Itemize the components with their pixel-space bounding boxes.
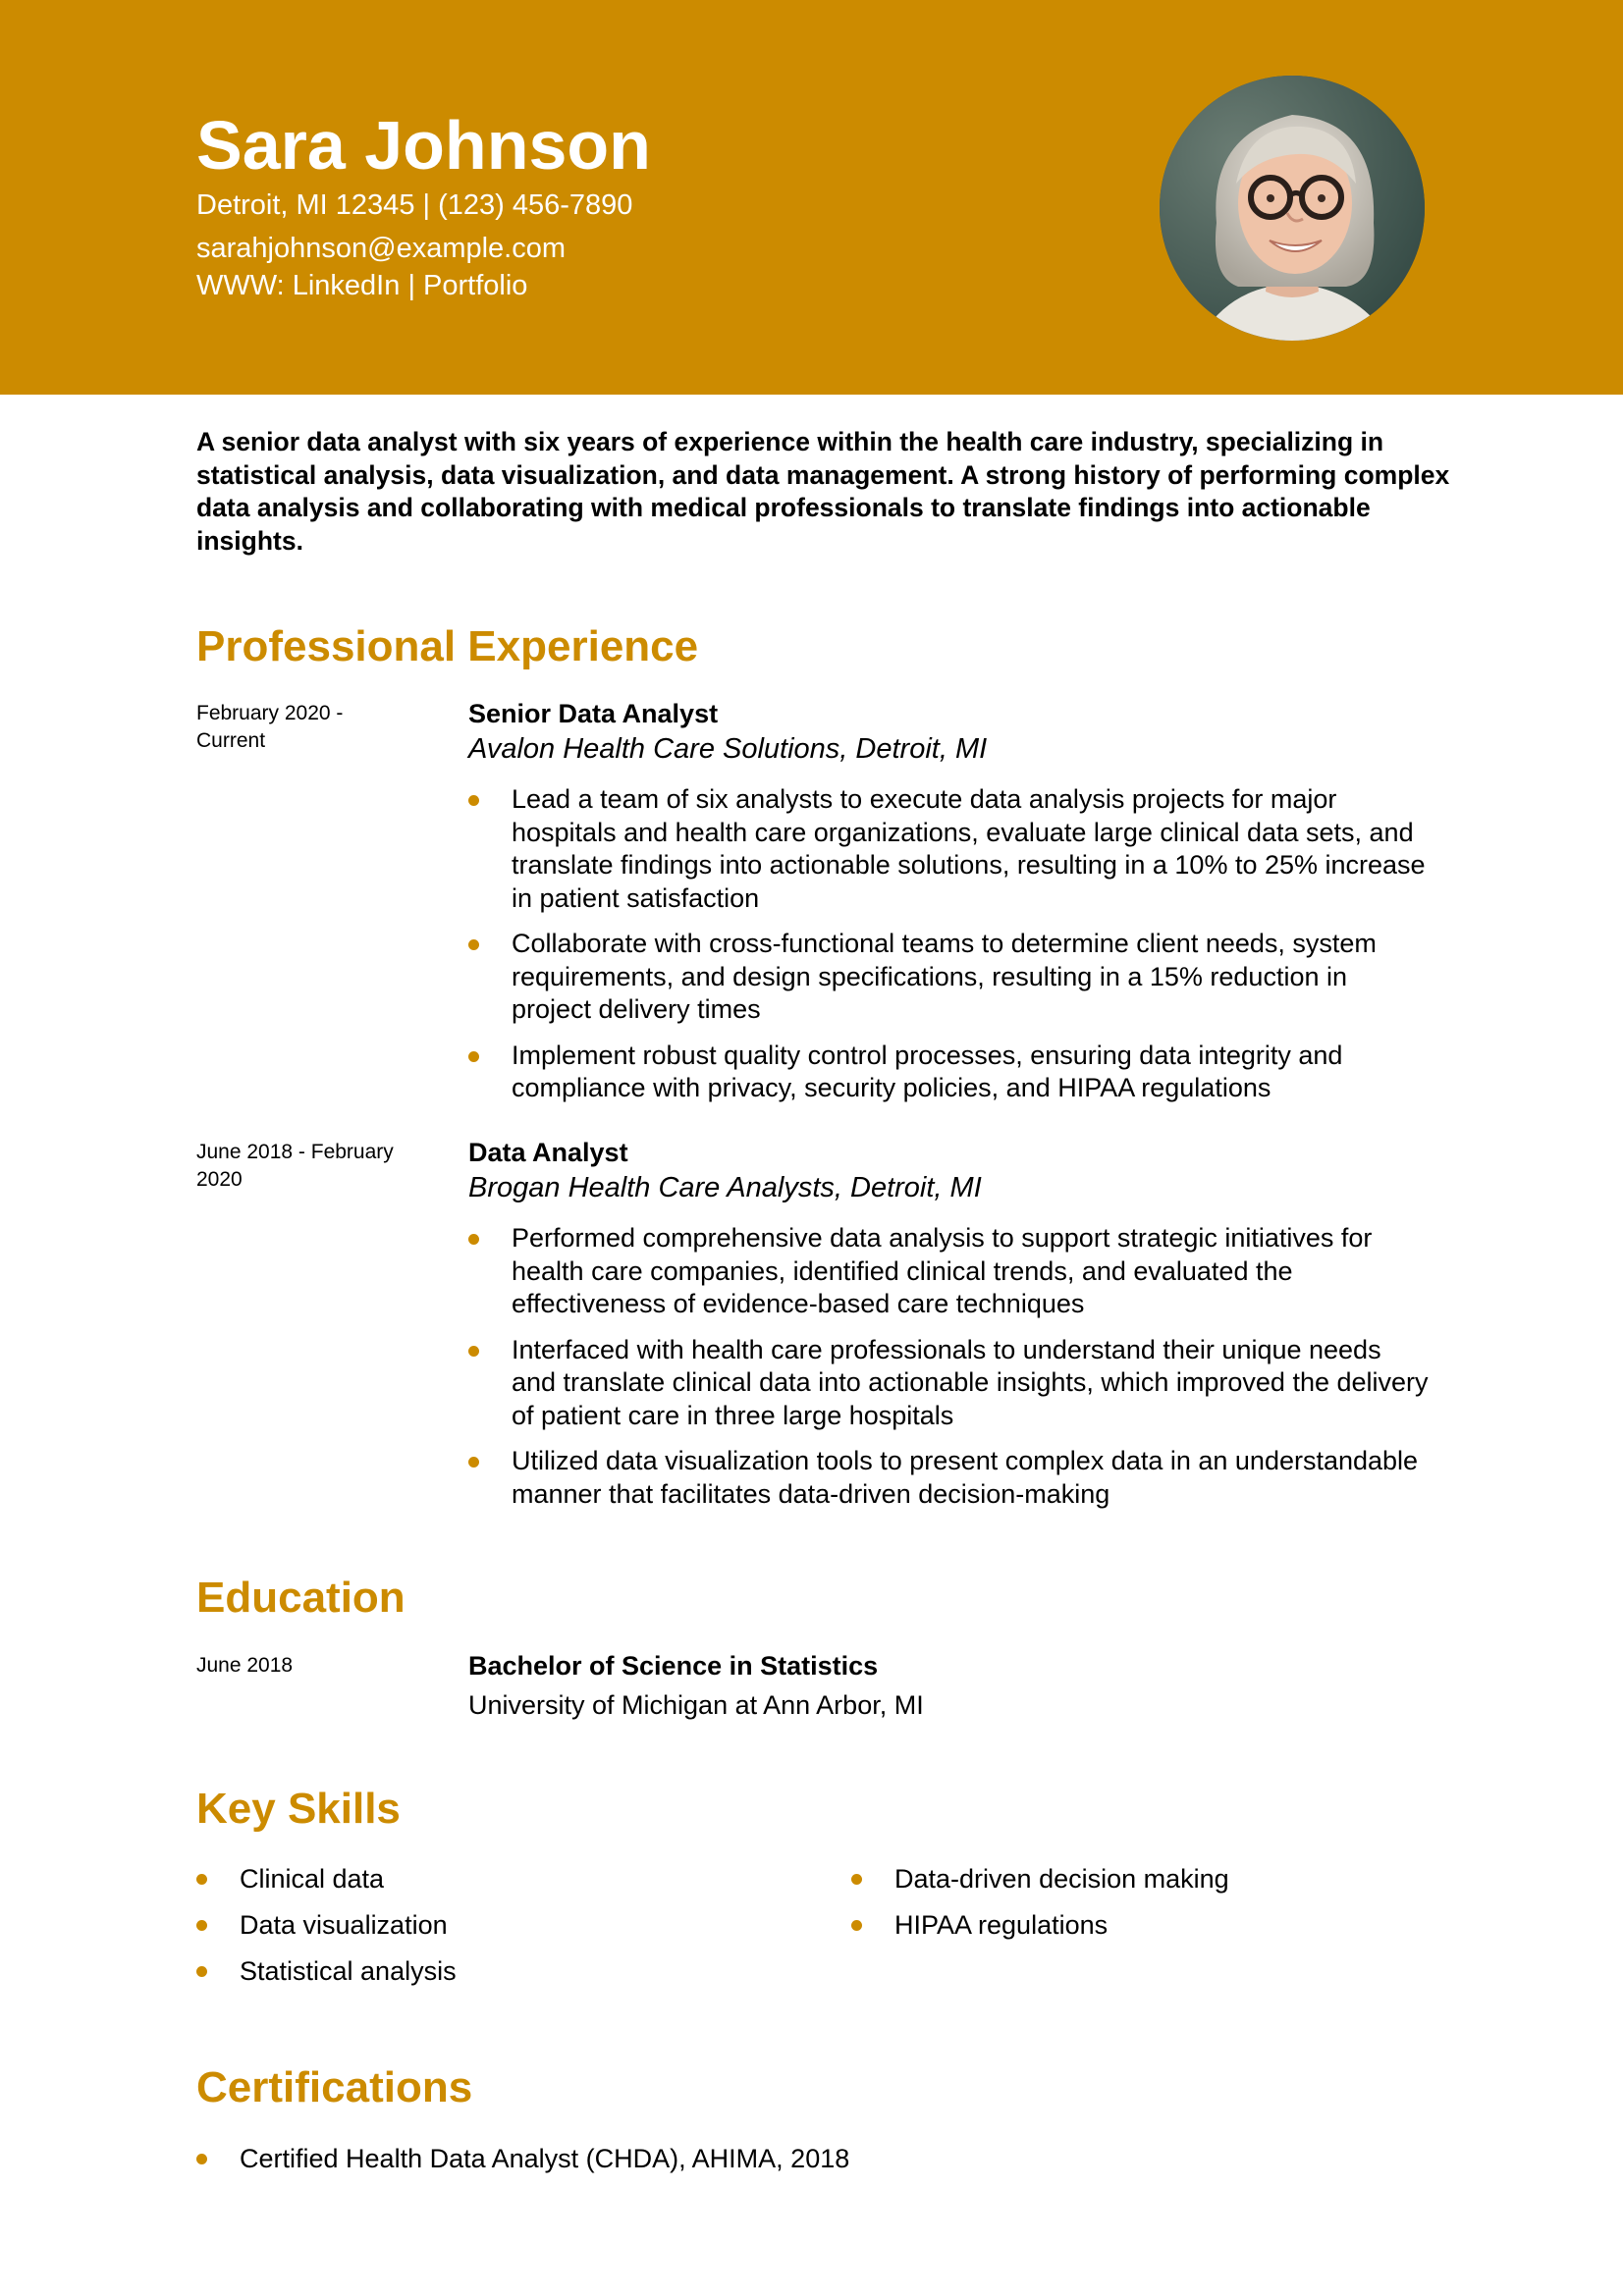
email-link[interactable]: sarahjohnson@example.com: [196, 233, 567, 264]
certifications-list: [196, 2142, 849, 2188]
bullet-dot-icon: [851, 1920, 862, 1931]
list-item: [468, 1445, 1431, 1511]
profile-summary: A senior data analyst with six years of experience within the health care industry, specializing in statistical analysis, data visualization, and data management. A strong history of performing complex data analysis and collaborating with medical professionals to translate findings into actionable insights.: [196, 427, 1450, 556]
job-date-start: June 2018 - February: [196, 1141, 394, 1163]
bullet-dot-icon: [196, 1920, 207, 1931]
linkedin-link[interactable]: LinkedIn: [292, 270, 401, 301]
job-date: [196, 700, 432, 755]
bullet-dot-icon: [196, 1874, 207, 1885]
bullet-dot-icon: [196, 1966, 207, 1977]
bullet-dot-icon: [851, 1874, 862, 1885]
skill-text: HIPAA regulations: [894, 1910, 1109, 1940]
web-prefix: WWW:: [196, 270, 285, 301]
job-date-end: 2020: [196, 1168, 243, 1191]
skills-list-left: [196, 1862, 457, 2001]
skill-text: Data-driven decision making: [894, 1864, 1229, 1894]
list-item: [468, 1334, 1431, 1433]
portrait-photo-icon: [1160, 76, 1425, 341]
bullet-dot-icon: [468, 1457, 479, 1468]
bullet-dot-icon: [196, 2154, 207, 2164]
job-date-start: February 2020 -: [196, 702, 344, 724]
job-role: Senior Data Analyst: [468, 699, 719, 728]
job-bullets: [468, 783, 1431, 1118]
list-item: [196, 1954, 457, 1988]
list-item: [851, 1908, 1229, 1942]
location-phone: Detroit, MI 12345 | (123) 456-7890: [196, 189, 633, 221]
bullet-dot-icon: [468, 795, 479, 806]
list-item: [468, 783, 1431, 915]
bullet-text: Interfaced with health care professionals to understand their unique needs and translate clinical data into actionable insights, which improved the delivery of patient care in three large hospitals: [512, 1334, 1429, 1430]
header-banner: [0, 0, 1623, 395]
section-title-certifications: Certifications: [196, 2063, 473, 2111]
bullet-text: Lead a team of six analysts to execute data analysis projects for major hospitals and health care organizations, evaluate large clinical data sets, and translate findings into actionable solutions, resulting in a 10% to 25% increase in patient satisfaction: [512, 784, 1426, 913]
list-item: [196, 1862, 457, 1896]
link-separator: |: [407, 270, 415, 301]
education-degree: Bachelor of Science in Statistics: [468, 1651, 879, 1681]
skill-text: Data visualization: [240, 1910, 448, 1940]
job-date: [196, 1139, 432, 1194]
portfolio-link[interactable]: Portfolio: [423, 270, 528, 301]
section-title-skills: Key Skills: [196, 1785, 401, 1833]
list-item: [196, 2142, 849, 2175]
job-date-end: Current: [196, 729, 266, 752]
education-date: June 2018: [196, 1654, 294, 1677]
bullet-text: Performed comprehensive data analysis to support strategic initiatives for health care companies, identified clinical trends, and evaluated the effectiveness of evidence-based care techniques: [512, 1223, 1373, 1318]
skills-list-right: [851, 1862, 1229, 1954]
job-company: Brogan Health Care Analysts, Detroit, MI: [468, 1172, 982, 1203]
bullet-dot-icon: [468, 939, 479, 950]
portrait-photo: [1160, 76, 1425, 341]
list-item: [851, 1862, 1229, 1896]
education-school: University of Michigan at Ann Arbor, MI: [468, 1690, 924, 1720]
certification-text: Certified Health Data Analyst (CHDA), AHIMA, 2018: [240, 2144, 850, 2173]
bullet-dot-icon: [468, 1234, 479, 1245]
job-bullets: [468, 1222, 1431, 1523]
bullet-dot-icon: [468, 1051, 479, 1062]
web-links: [196, 268, 527, 303]
bullet-text: Collaborate with cross-functional teams to determine client needs, system requirements, and design specifications, resulting in a 15% reduction in project delivery times: [512, 929, 1377, 1024]
list-item: [468, 1222, 1431, 1321]
section-title-experience: Professional Experience: [196, 622, 699, 670]
job-company: Avalon Health Care Solutions, Detroit, MI: [468, 733, 988, 765]
job-role: Data Analyst: [468, 1138, 628, 1167]
skill-text: Statistical analysis: [240, 1956, 457, 1986]
bullet-text: Utilized data visualization tools to present complex data in an understandable manner that facilitates data-driven decision-making: [512, 1446, 1419, 1509]
bullet-text: Implement robust quality control processes, ensuring data integrity and compliance with privacy, security policies, and HIPAA regulations: [512, 1040, 1343, 1102]
skill-text: Clinical data: [240, 1864, 385, 1894]
list-item: [196, 1908, 457, 1942]
list-item: [468, 928, 1431, 1027]
candidate-name: Sara Johnson: [196, 107, 651, 184]
section-title-education: Education: [196, 1574, 406, 1622]
bullet-dot-icon: [468, 1346, 479, 1357]
list-item: [468, 1040, 1431, 1105]
